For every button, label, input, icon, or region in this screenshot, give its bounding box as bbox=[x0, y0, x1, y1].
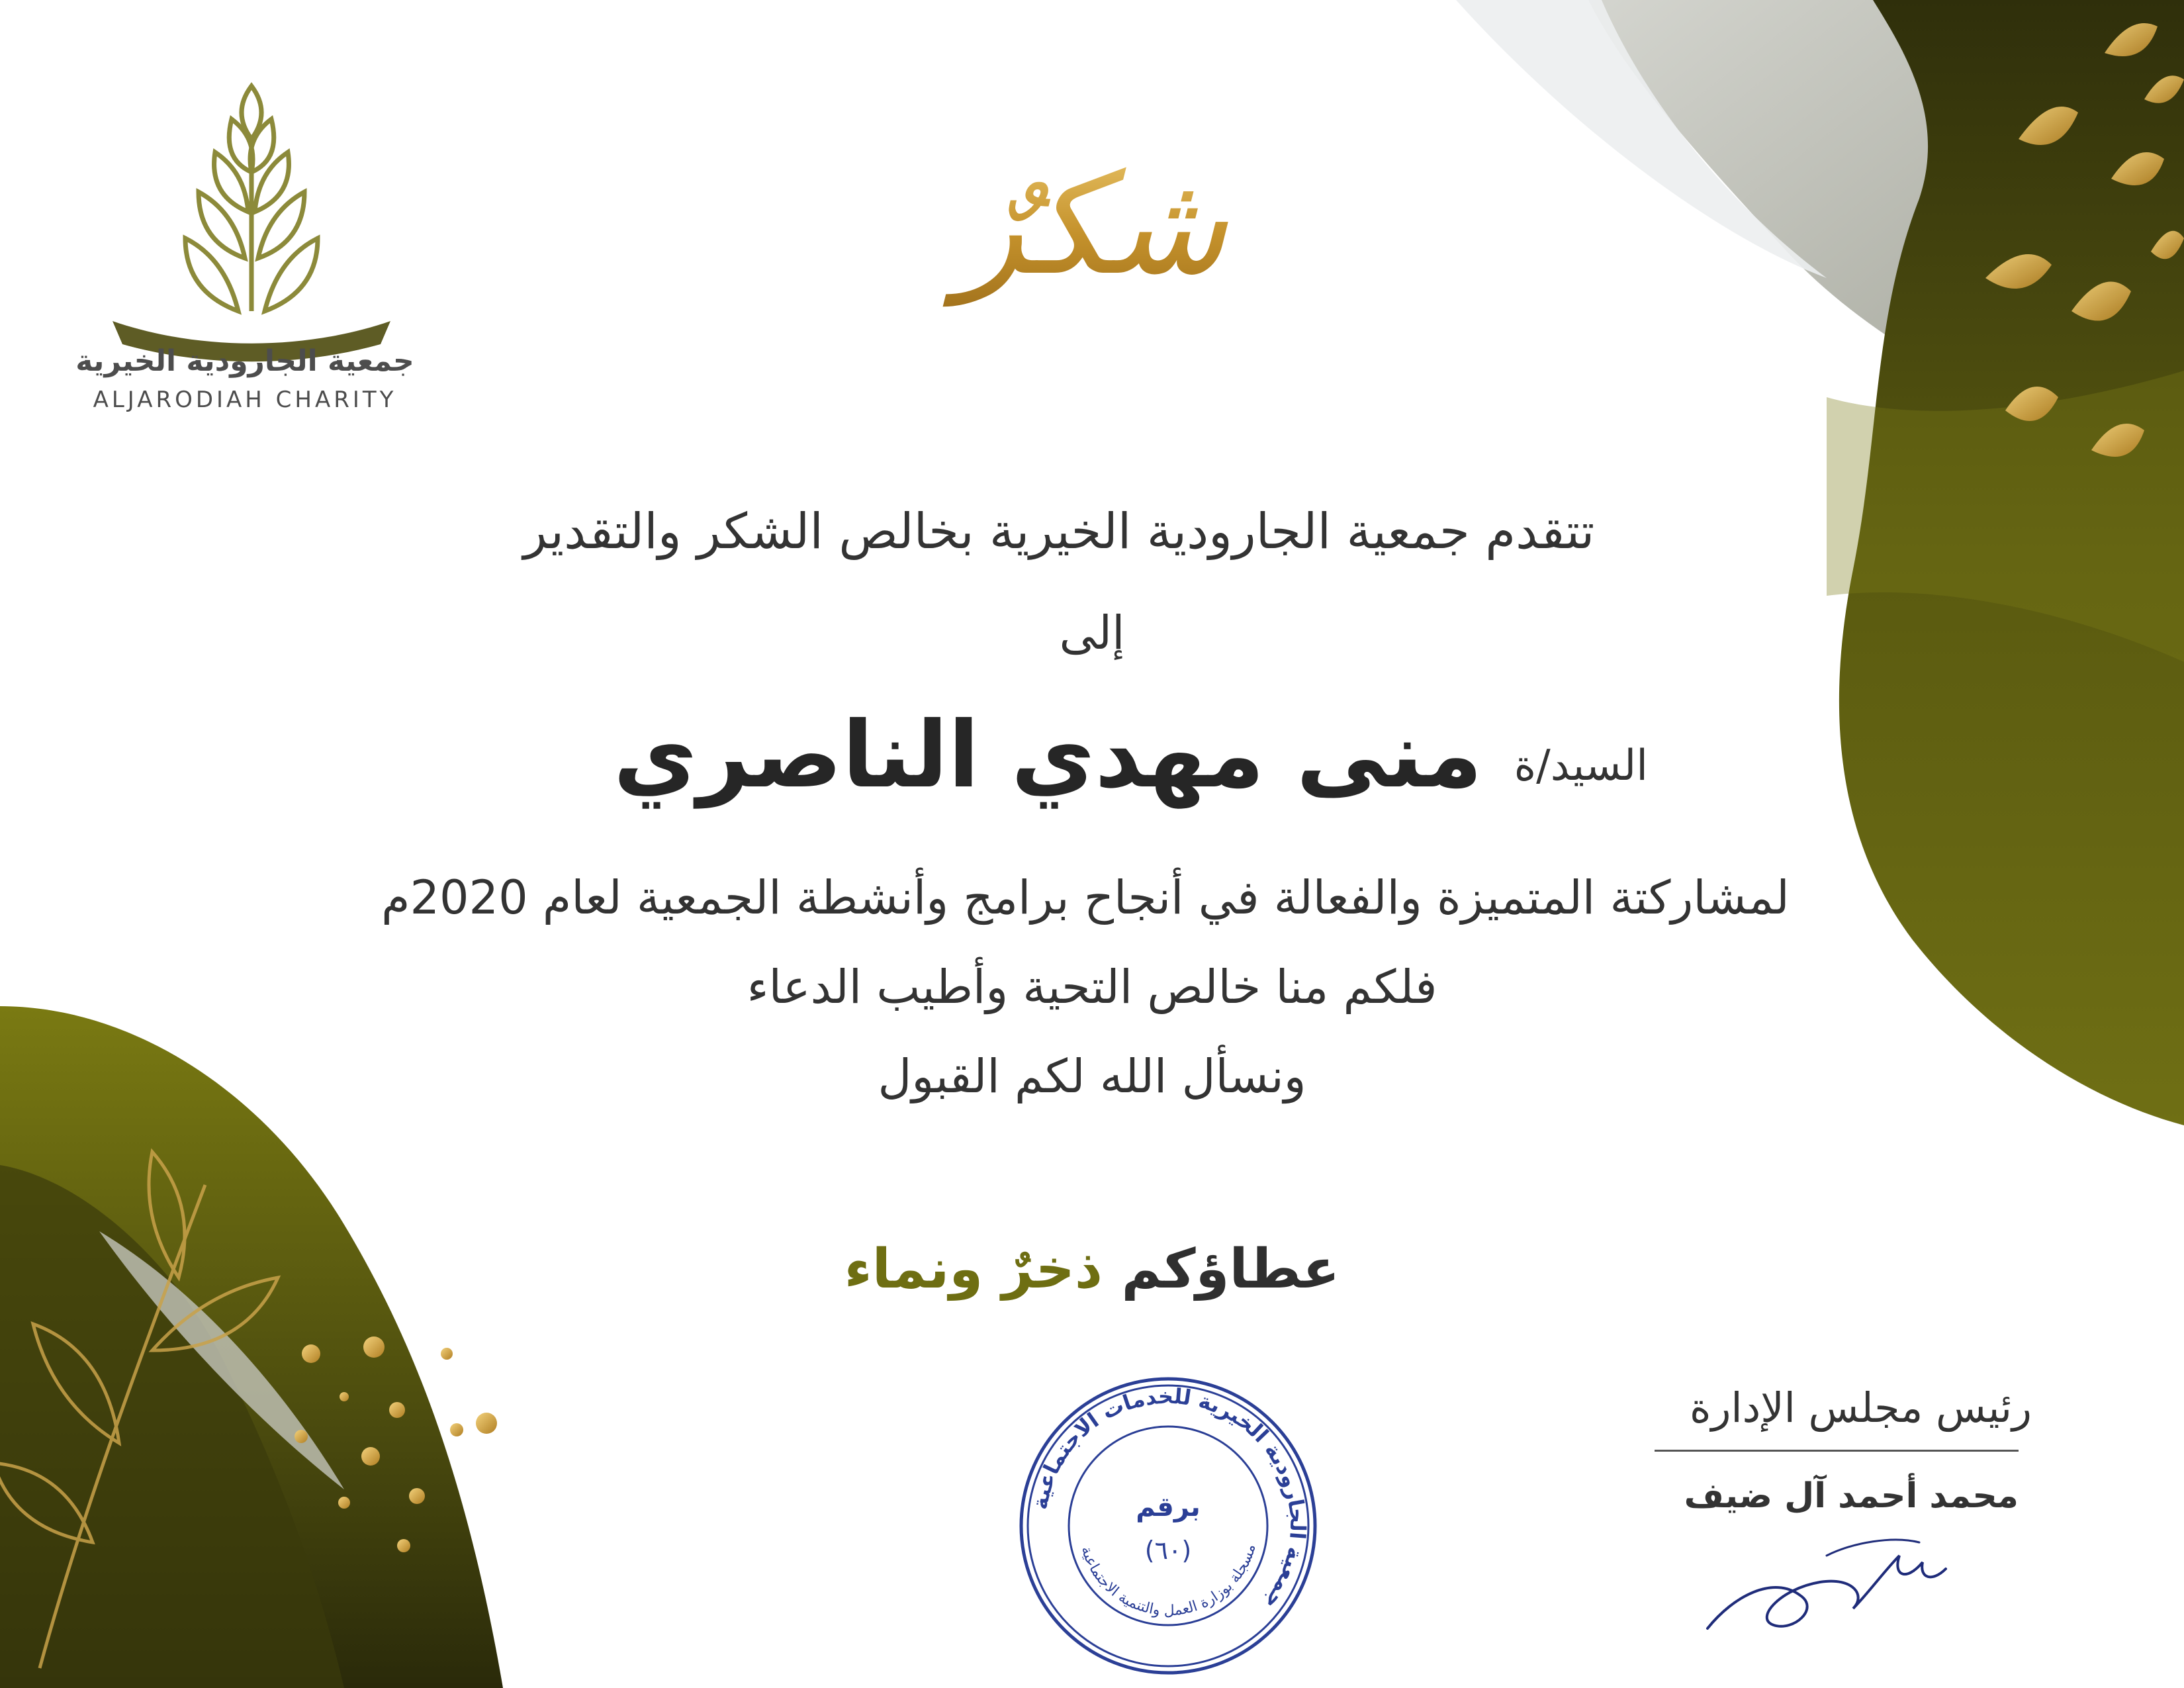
motto-part-2: ذخرٌ ونماء bbox=[844, 1238, 1103, 1301]
body-line-2: فلكم منا خالص التحية وأطيب الدعاء bbox=[747, 960, 1437, 1014]
stamp-label: برقم bbox=[1136, 1492, 1201, 1523]
handwritten-signature bbox=[1694, 1516, 1959, 1648]
official-stamp bbox=[1013, 1370, 1324, 1681]
body-line-1: لمشاركتة المتميزة والفعالة في أنجاح برامج وأنشطة الجمعية لعام 2020م bbox=[381, 870, 1790, 925]
recipient-row bbox=[450, 702, 1707, 834]
intro-line: تتقدم جمعية الجارودية الخيرية بخالص الشكر والتقدير bbox=[523, 503, 1595, 560]
to-label: إلى bbox=[1059, 606, 1125, 660]
signatory-title: رئيس مجلس الإدارة bbox=[1689, 1383, 2032, 1432]
motto-part-1: عطاؤكم bbox=[1121, 1238, 1340, 1301]
signatory-name: محمد أحمد آل ضيف bbox=[1684, 1476, 2019, 1516]
stamp-number: (٦٠) bbox=[1144, 1536, 1192, 1565]
signature-divider bbox=[1655, 1450, 2019, 1452]
stamp-inner-text: مسجلة بوزارة العمل والتنمية الاجتماعية bbox=[1077, 1542, 1259, 1620]
recipient-name: منى مهدي الناصري bbox=[613, 702, 1482, 808]
body-line-3: ونسأل الله لكم القبول bbox=[878, 1049, 1306, 1103]
stamp-ring-text: جمعية الجارودية الخيرية للخدمات الاجتماعية bbox=[1026, 1383, 1311, 1615]
honorific-label: السيد/ة bbox=[1514, 741, 1648, 790]
motto bbox=[761, 1238, 1423, 1301]
logo-arabic-name: جمعية الجارودية الخيرية bbox=[75, 344, 414, 378]
logo-english-name: ALJARODIAH CHARITY bbox=[93, 387, 397, 413]
certificate-title: شكرٌ وعرفان bbox=[761, 126, 1423, 324]
